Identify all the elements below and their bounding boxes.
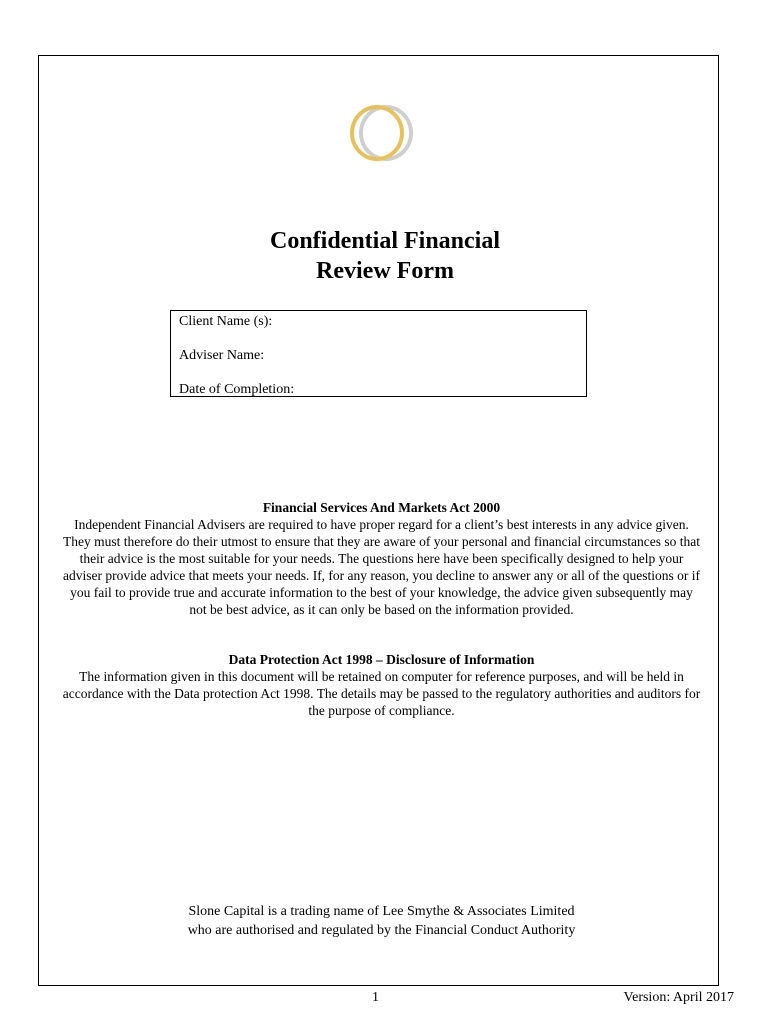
fsma-heading: Financial Services And Markets Act 2000	[262, 500, 501, 515]
data-protection-heading: Data Protection Act 1998 – Disclosure of Information	[228, 652, 535, 667]
data-protection-section	[60, 651, 703, 719]
regulatory-notice-line-1: Slone Capital is a trading name of Lee Smythe & Associates Limited	[188, 904, 575, 919]
regulatory-notice	[0, 902, 763, 940]
rings-logo-icon	[346, 102, 418, 164]
fsma-body: Independent Financial Advisers are required to have proper regard for a client’s best interests in any advice given. They must therefore do their utmost to ensure that they are aware of your personal and financial circumstances so that their advice is the most suitable for your needs. The questions here have been specifically designed to help your adviser provide advice that meets your needs. If, for any reason, you decline to answer any or all of the questions or if you fail to provide true and accurate information to the best of your knowledge, the advice given subsequently may not be best advice, as it can only be based on the information provided.	[63, 517, 700, 617]
page-title	[0, 226, 770, 286]
client-name-label: Client Name (s):	[179, 314, 273, 329]
adviser-name-label: Adviser Name:	[179, 348, 265, 363]
date-of-completion-label: Date of Completion:	[179, 382, 295, 397]
data-protection-body: The information given in this document will be retained on computer for reference purposes, and will be held in accordance with the Data protection Act 1998. The details may be passed to the regulatory authorities and auditors for the purpose of compliance.	[62, 669, 701, 718]
client-info-box	[170, 310, 587, 397]
regulatory-notice-line-2: who are authorised and regulated by the Financial Conduct Authority	[187, 923, 576, 938]
title-line-1: Confidential Financial	[269, 228, 501, 254]
version-label: Version: April 2017	[623, 990, 734, 1005]
fsma-section	[60, 499, 703, 618]
page-number: 1	[372, 990, 379, 1005]
title-line-2: Review Form	[316, 258, 454, 284]
